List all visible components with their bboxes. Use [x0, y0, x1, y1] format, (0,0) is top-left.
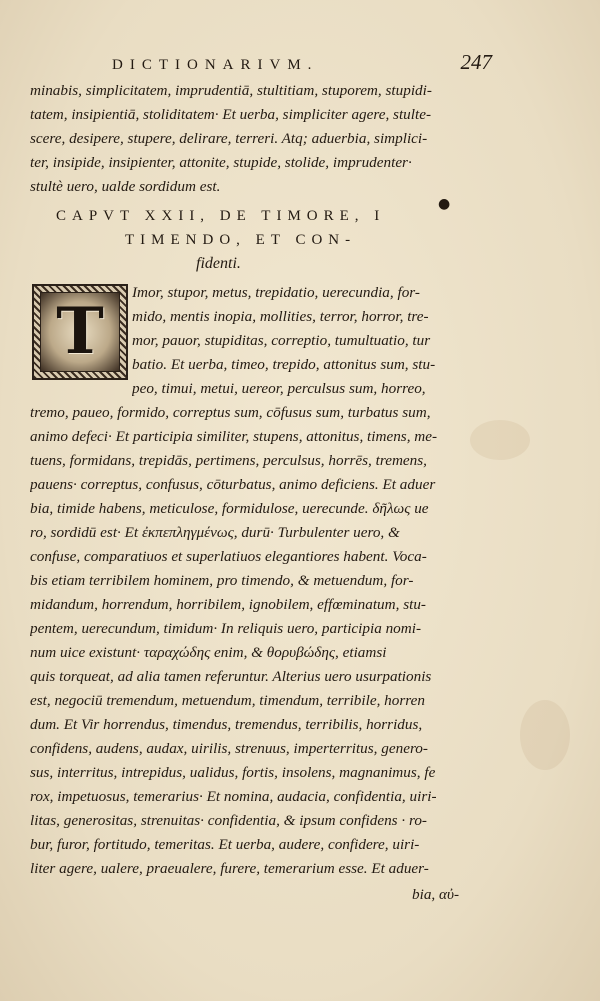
ink-dot: ●: [438, 196, 451, 212]
text-line: stultè uero, ualde sordidum est.: [30, 178, 221, 195]
text-line: ro, sordidū est· Et ἐκπεπληγμένως, durū· Turbulenter uero, &: [30, 524, 400, 541]
text-line: ter, insipide, insipienter, attonite, stupide, stolide, imprudenter·: [30, 154, 412, 171]
text-line: Imor, stupor, metus, trepidatio, uerecundia, for-: [132, 284, 420, 301]
running-title: DICTIONARIVM.: [112, 57, 319, 73]
catchword: bia, αὐ-: [412, 886, 460, 903]
initial-frame: [40, 292, 120, 372]
text-line: confidens, audens, audax, uirilis, strenuus, imperterritus, genero-: [30, 740, 428, 757]
text-line: mido, mentis inopia, mollities, terror, horror, tre-: [132, 308, 429, 325]
initial-letter: T: [56, 294, 104, 369]
text-line: bia, timide habens, meticulose, formidulose, uerecunde. δῆλως ue: [30, 500, 429, 517]
paper-stain: [470, 420, 530, 460]
text-line: rox, impetuosus, temerarius· Et nomina, audacia, confidentia, uiri-: [30, 788, 437, 805]
text-line: peo, timui, metui, uereor, perculsus sum, horreo,: [132, 380, 426, 397]
running-header: [112, 50, 492, 75]
text-line: bur, furor, fortitudo, temeritas. Et uerba, audere, confidere, uiri-: [30, 836, 420, 853]
text-line: tremo, paueo, formido, correptus sum, cōfusus sum, turbatus sum,: [30, 404, 431, 421]
page-number: 247: [460, 50, 492, 74]
text-line: liter agere, ualere, praeualere, furere, temerarium esse. Et aduer-: [30, 860, 429, 877]
text-line: num uice existunt· ταραχώδης enim, & θορυβώδης, etiamsi: [30, 644, 387, 661]
text-line: est, negociū tremendum, metuendum, timendum, terribile, horren: [30, 692, 425, 709]
text-line: pentem, uerecundum, timidum· In reliquis uero, participia nomi-: [30, 620, 422, 637]
paper-stain: [520, 700, 570, 770]
text-line: midandum, horrendum, horribilem, ignobilem, effœminatum, stu-: [30, 596, 426, 613]
chapter-heading: fidenti.: [196, 255, 241, 272]
text-line: pauens· correptus, confusus, cōturbatus, animo deficiens. Et aduer: [30, 476, 436, 493]
text-line: tuens, formidans, trepidās, pertimens, perculsus, horrēs, tremens,: [30, 452, 427, 469]
text-line: animo defeci· Et participia similiter, stupens, attonitus, timens, me-: [30, 428, 438, 445]
text-line: quis torqueat, ad alia tamen referuntur. Alterius uero usurpationis: [30, 668, 432, 685]
text-line: tatem, insipientiā, stoliditatem· Et uerba, simpliciter agere, stulte-: [30, 106, 432, 123]
text-line: minabis, simplicitatem, imprudentiā, stultitiam, stuporem, stupidi-: [30, 82, 432, 99]
chapter-heading: TIMENDO, ET CON-: [125, 232, 357, 248]
text-line: confuse, comparatiuos et superlatiuos elegantiores habent. Voca-: [30, 548, 427, 565]
text-line: bis etiam terribilem hominem, pro timendo, & metuendum, for-: [30, 572, 414, 589]
text-line: litas, generositas, strenuitas· confidentia, & ipsum confidens · ro-: [30, 812, 427, 829]
text-line: batio. Et uerba, timeo, trepido, attonitus sum, stu-: [132, 356, 436, 373]
decorated-initial: [32, 284, 128, 380]
text-line: sus, interritus, intrepidus, ualidus, fortis, insolens, magnanimus, fe: [30, 764, 436, 781]
text-line: scere, desipere, stupere, delirare, terreri. Atq; aduerbia, simplici-: [30, 130, 428, 147]
text-line: dum. Et Vir horrendus, timendus, tremendus, terribilis, horridus,: [30, 716, 423, 733]
chapter-heading: CAPVT XXII, DE TIMORE, I: [56, 208, 386, 224]
text-line: mor, pauor, stupiditas, correptio, tumultuatio, tur: [132, 332, 431, 349]
